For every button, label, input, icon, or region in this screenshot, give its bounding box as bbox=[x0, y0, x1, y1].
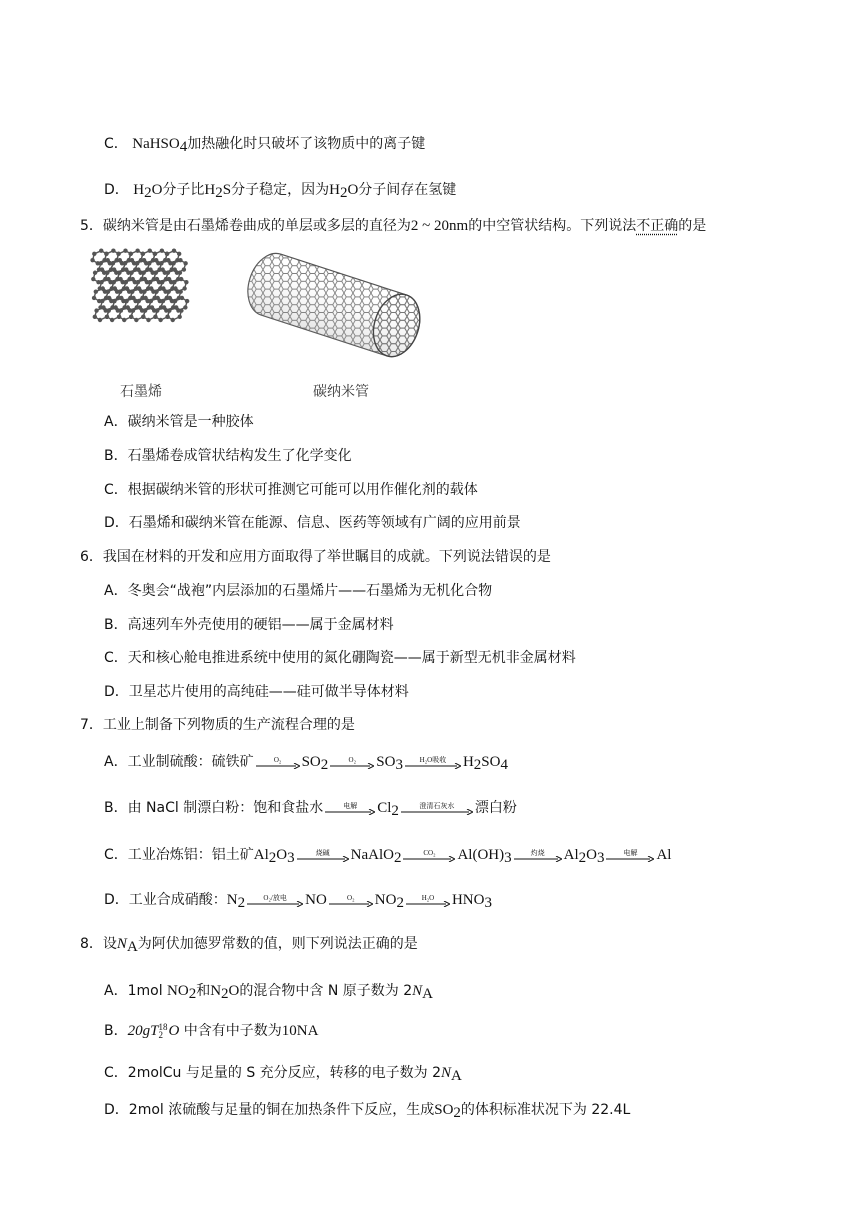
carbon-atom bbox=[153, 315, 157, 319]
carbon-atom bbox=[177, 315, 181, 319]
carbon-atom bbox=[118, 258, 122, 262]
carbon-atom bbox=[94, 289, 98, 293]
carbon-atom bbox=[141, 252, 145, 256]
reaction-arrow: 灼烧 bbox=[514, 849, 562, 862]
carbon-atom bbox=[116, 252, 120, 256]
q5-option-a: A．碳纳米管是一种胶体 bbox=[104, 414, 254, 430]
carbon-atom bbox=[160, 267, 164, 271]
q7-option-a: A．工业制硫酸：硫铁矿 O₂ $SO_2$ O₂ $SO_3$ H₂O吸收 $H_2SO_4$ bbox=[104, 754, 508, 773]
carbon-atom bbox=[101, 305, 105, 309]
carbon-atom bbox=[124, 267, 128, 271]
graphene-image bbox=[80, 248, 215, 348]
carbon-atom bbox=[173, 286, 177, 290]
carbon-atom bbox=[124, 299, 128, 303]
carbon-atom bbox=[177, 252, 181, 256]
carbon-atom bbox=[142, 289, 146, 293]
carbon-atom bbox=[153, 271, 157, 275]
carbon-atom bbox=[90, 258, 94, 262]
carbon-atom bbox=[125, 286, 129, 290]
carbon-atom bbox=[143, 308, 147, 312]
carbon-atom bbox=[184, 280, 188, 284]
carbon-atom bbox=[167, 308, 171, 312]
carbon-atom bbox=[129, 315, 133, 319]
carbon-atom bbox=[130, 277, 134, 281]
carbon-atom bbox=[106, 289, 110, 293]
carbon-atom bbox=[94, 308, 98, 312]
carbon-atom bbox=[166, 289, 170, 293]
reaction-arrow: O₂ bbox=[256, 756, 300, 769]
carbon-atom bbox=[167, 277, 171, 281]
carbon-atom bbox=[129, 271, 133, 275]
q8-option-c: C．2molCu 与足量的 S 充分反应，转移的电子数为 $2N_A$ bbox=[104, 1065, 462, 1084]
carbon-atom bbox=[180, 296, 184, 300]
carbon-atom bbox=[165, 315, 169, 319]
carbon-atom bbox=[98, 318, 102, 322]
carbon-atom bbox=[136, 299, 140, 303]
carbon-atom bbox=[166, 271, 170, 275]
carbon-atom bbox=[130, 258, 134, 262]
reaction-arrow: CO₂ bbox=[403, 849, 455, 862]
carbon-atom bbox=[141, 271, 145, 275]
carbon-atom bbox=[148, 249, 152, 253]
q8-option-b: B．20gT 18 2 O 中含有中子数为10NA bbox=[104, 1022, 319, 1040]
q6-option-c: C．天和核心舱电推进系统中使用的氮化硼陶瓷——属于新型无机非金属材料 bbox=[104, 650, 576, 666]
carbon-atom bbox=[155, 277, 159, 281]
q5-option-b: B．石墨烯卷成管状结构发生了化学变化 bbox=[104, 448, 352, 464]
nanotube-caption: 碳纳米管 bbox=[313, 384, 369, 400]
q6-option-a: A．冬奥会“战袍”内层添加的石墨烯片——石墨烯为无机化合物 bbox=[104, 583, 493, 599]
carbon-atom bbox=[143, 296, 147, 300]
carbon-atom bbox=[178, 289, 182, 293]
carbon-atom bbox=[173, 267, 177, 271]
reaction-arrow: H₂O bbox=[406, 894, 450, 907]
carbon-atom bbox=[110, 318, 114, 322]
carbon-atom bbox=[183, 305, 187, 309]
carbon-atom bbox=[159, 261, 163, 265]
carbon-atom bbox=[113, 305, 117, 309]
carbon-atom bbox=[182, 286, 186, 290]
carbon-atom bbox=[172, 280, 176, 284]
carbon-atom bbox=[105, 258, 109, 262]
carbon-atom bbox=[106, 308, 110, 312]
carbon-atom bbox=[91, 277, 95, 281]
carbon-atom bbox=[106, 277, 110, 281]
carbon-atom bbox=[179, 308, 183, 312]
carbon-atom bbox=[149, 286, 153, 290]
carbon-atom bbox=[178, 271, 182, 275]
q7-option-d: D．工业合成硝酸：$N_2$ O₂/放电 NO O₂ $NO_2$ H₂O $HNO_3$ bbox=[104, 892, 492, 911]
graphene-caption: 石墨烯 bbox=[120, 384, 162, 400]
carbon-atom bbox=[105, 271, 109, 275]
carbon-atom bbox=[111, 261, 115, 265]
carbon-atom bbox=[100, 267, 104, 271]
carbon-atom bbox=[154, 289, 158, 293]
carbon-atom bbox=[162, 305, 166, 309]
carbon-atom bbox=[150, 305, 154, 309]
carbon-atom bbox=[123, 249, 127, 253]
carbon-atom bbox=[138, 305, 142, 309]
carbon-atom bbox=[166, 258, 170, 262]
carbon-atom bbox=[92, 252, 96, 256]
carbon-atom bbox=[100, 299, 104, 303]
carbon-atom bbox=[142, 258, 146, 262]
carbon-atom bbox=[171, 261, 175, 265]
carbon-atom bbox=[99, 249, 103, 253]
carbon-atom bbox=[148, 267, 152, 271]
carbon-atom bbox=[113, 286, 117, 290]
carbon-atom bbox=[183, 261, 187, 265]
carbon-atom bbox=[179, 277, 183, 281]
carbon-atom bbox=[143, 277, 147, 281]
reaction-arrow: H₂O吸收 bbox=[405, 756, 461, 769]
carbon-atom bbox=[153, 252, 157, 256]
q7-stem: 7．工业上制备下列物质的生产流程合理的是 bbox=[80, 717, 355, 733]
carbon-atom bbox=[161, 286, 165, 290]
carbon-atom bbox=[130, 289, 134, 293]
carbon-atom bbox=[104, 252, 108, 256]
carbon-atom bbox=[134, 318, 138, 322]
carbon-atom bbox=[105, 315, 109, 319]
carbon-atom bbox=[148, 280, 152, 284]
carbon-atom bbox=[135, 249, 139, 253]
carbon-atom bbox=[122, 318, 126, 322]
carbon-atom bbox=[93, 315, 97, 319]
reaction-arrow: 烧碱 bbox=[297, 849, 349, 862]
carbon-atom bbox=[174, 305, 178, 309]
carbon-atom bbox=[160, 249, 164, 253]
carbon-atom bbox=[185, 299, 189, 303]
carbon-atom bbox=[155, 296, 159, 300]
carbon-atom bbox=[107, 296, 111, 300]
reaction-arrow: 电解 bbox=[606, 849, 654, 862]
carbon-nanotube-image bbox=[240, 246, 435, 364]
carbon-atom bbox=[93, 271, 97, 275]
carbon-atom bbox=[146, 318, 150, 322]
carbon-atom bbox=[141, 315, 145, 319]
carbon-atom bbox=[117, 271, 121, 275]
q8-stem: 8．设$N_A$为阿伏加德罗常数的值，则下列说法正确的是 bbox=[80, 936, 418, 955]
carbon-atom bbox=[111, 249, 115, 253]
carbon-atom bbox=[124, 280, 128, 284]
carbon-atom bbox=[99, 280, 103, 284]
carbon-atom bbox=[172, 249, 176, 253]
carbon-atom bbox=[161, 299, 165, 303]
q5-option-c: C．根据碳纳米管的形状可推测它可能可以用作催化剂的载体 bbox=[104, 482, 478, 498]
carbon-atom bbox=[165, 252, 169, 256]
reaction-arrow: 电解 bbox=[325, 802, 375, 815]
carbon-atom bbox=[92, 296, 96, 300]
carbon-atom bbox=[178, 258, 182, 262]
carbon-atom bbox=[160, 280, 164, 284]
carbon-atom bbox=[182, 267, 186, 271]
reaction-arrow: O₂ bbox=[329, 894, 373, 907]
carbon-atom bbox=[119, 308, 123, 312]
q4-option-c: C． NaHSO$_4$加热融化时只破坏了该物质中的离子键 bbox=[104, 136, 426, 155]
q4-option-d: D． $H_2O$分子比$H_2S$分子稳定，因为$H_2O$分子间存在氢键 bbox=[104, 182, 457, 201]
q6-stem: 6．我国在材料的开发和应用方面取得了举世瞩目的成就。下列说法错误的是 bbox=[80, 549, 551, 565]
q7-option-b: B．由 NaCl 制漂白粉：饱和食盐水 电解 $Cl_2$ 澄清石灰水 漂白粉 bbox=[104, 800, 517, 819]
carbon-atom bbox=[101, 286, 105, 290]
reaction-arrow: O₂ bbox=[330, 756, 374, 769]
carbon-atom bbox=[112, 267, 116, 271]
carbon-atom bbox=[158, 318, 162, 322]
carbon-atom bbox=[154, 258, 158, 262]
carbon-atom bbox=[131, 308, 135, 312]
carbon-atom bbox=[173, 299, 177, 303]
carbon-atom bbox=[137, 286, 141, 290]
carbon-atom bbox=[111, 280, 115, 284]
q6-option-d: D．卫星芯片使用的高纯硅——硅可做半导体材料 bbox=[104, 684, 409, 700]
carbon-atom bbox=[168, 296, 172, 300]
carbon-atom bbox=[99, 261, 103, 265]
carbon-atom bbox=[123, 261, 127, 265]
carbon-atom bbox=[135, 261, 139, 265]
carbon-atom bbox=[149, 299, 153, 303]
carbon-atom bbox=[128, 252, 132, 256]
reaction-arrow: 澄清石灰水 bbox=[401, 802, 473, 815]
q5-stem: 5．碳纳米管是由石墨烯卷曲成的单层或多层的直径为2 ~ 20nm的中空管状结构。下列说法不正确的是 bbox=[80, 218, 707, 234]
carbon-atom bbox=[136, 280, 140, 284]
q6-option-b: B．高速列车外壳使用的硬铝——属于金属材料 bbox=[104, 617, 394, 633]
carbon-atom bbox=[136, 267, 140, 271]
carbon-atom bbox=[119, 296, 123, 300]
q7-option-c: C．工业冶炼铝：铝土矿$Al_2O_3$ 烧碱 NaAlO$_2$ CO₂ $Al(OH)_3$ 灼烧 $Al_2O_3$ 电解 Al bbox=[104, 847, 672, 866]
carbon-atom bbox=[118, 277, 122, 281]
reaction-arrow: O₂/放电 bbox=[247, 894, 303, 907]
carbon-atom bbox=[171, 318, 175, 322]
carbon-atom bbox=[118, 289, 122, 293]
carbon-atom bbox=[155, 308, 159, 312]
carbon-atom bbox=[112, 299, 116, 303]
carbon-atom bbox=[131, 296, 135, 300]
carbon-atom bbox=[147, 261, 151, 265]
carbon-atom bbox=[126, 305, 130, 309]
q5-option-d: D．石墨烯和碳纳米管在能源、信息、医药等领域有广阔的应用前景 bbox=[104, 515, 521, 531]
q8-option-a: A．1mol $NO_2$和$N_2O$的混合物中含 N 原子数为 $2N_A$ bbox=[104, 983, 433, 1002]
q8-option-d: D．2mol 浓硫酸与足量的铜在加热条件下反应，生成$SO_2$的体积标准状况下为 22.4L bbox=[104, 1102, 631, 1121]
carbon-atom bbox=[117, 315, 121, 319]
